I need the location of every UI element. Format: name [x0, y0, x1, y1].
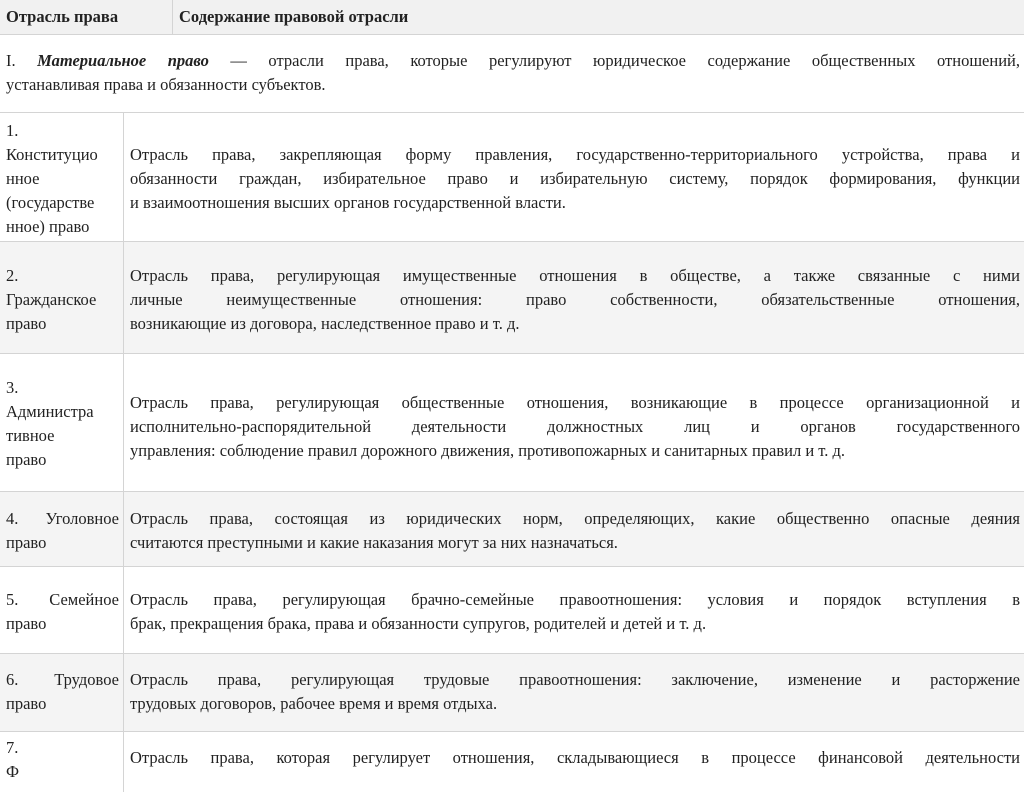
content-line: возникающие из договора, наследственное право и т. д. [130, 314, 520, 333]
branch-cell [0, 492, 124, 566]
branch-line: право [6, 614, 47, 633]
branch-line: 7. [6, 738, 19, 757]
content-line: Отрасль права, регулирующая имущественные отношения в обществе, а также связанные с ними [130, 266, 1020, 285]
branch-line: (государстве [6, 193, 95, 212]
section-term: Материальное право [37, 51, 209, 70]
branch-line: 5. Семейное [6, 590, 119, 609]
branch-cell [0, 242, 124, 353]
section-row-material-law [0, 35, 1024, 113]
content-cell [124, 242, 1024, 353]
branch-line: 1. [6, 121, 19, 140]
content-line: Отрасль права, регулирующая общественные отношения, возникающие в процессе организационной и [130, 393, 1020, 412]
content-cell [124, 354, 1024, 491]
branch-line: право [6, 314, 47, 333]
branch-line: Ф [6, 762, 20, 781]
branch-line: нное [6, 169, 40, 188]
content-line: Отрасль права, состоящая из юридических норм, определяющих, какие общественно опасные деяния [130, 509, 1020, 528]
section-text [0, 35, 1024, 112]
table-header-row [0, 0, 1024, 35]
branch-cell [0, 567, 124, 653]
branch-line: Администра [6, 402, 94, 421]
branch-line: 2. [6, 266, 19, 285]
branch-line: 3. [6, 378, 19, 397]
content-line: управления: соблюдение правил дорожного движения, противопожарных и санитарных правил и т. д. [130, 441, 846, 460]
branch-line: 4. Уголовное [6, 509, 119, 528]
header-branch: Отрасль права [0, 0, 173, 34]
table-row [0, 567, 1024, 654]
section-line-1 [6, 49, 1020, 73]
table-row [0, 354, 1024, 492]
content-line: брак, прекращения брака, права и обязанности супругов, родителей и детей и т. д. [130, 614, 707, 633]
section-prefix: I. [6, 51, 16, 70]
branch-line: 6. Трудовое [6, 670, 119, 689]
content-line: Отрасль права, регулирующая трудовые правоотношения: заключение, изменение и расторжение [130, 670, 1020, 689]
branch-line: право [6, 533, 47, 552]
content-line: личные неимущественные отношения: право собственности, обязательственные отношения, [130, 290, 1020, 309]
content-line: Отрасль права, регулирующая брачно-семейные правоотношения: условия и порядок вступления в [130, 590, 1020, 609]
branch-line: право [6, 450, 47, 469]
branch-cell [0, 732, 124, 792]
table-row [0, 654, 1024, 732]
content-line: обязанности граждан, избирательное право и избирательную систему, порядок формирования, функции [130, 169, 1020, 188]
branch-line: право [6, 694, 47, 713]
branch-cell [0, 354, 124, 491]
content-line: считаются преступными и какие наказания могут за них назначаться. [130, 533, 618, 552]
branch-line: тивное [6, 426, 55, 445]
content-line: исполнительно-распорядительной деятельности должностных лиц и органов государственного [130, 417, 1020, 436]
content-line: Отрасль права, закрепляющая форму правления, государственно-территориального устройства, права и [130, 145, 1020, 164]
content-line: и взаимоотношения высших органов государственной власти. [130, 193, 566, 212]
table-row [0, 113, 1024, 242]
content-line: трудовых договоров, рабочее время и время отдыха. [130, 694, 498, 713]
branch-line: нное) право [6, 217, 90, 236]
content-cell [124, 567, 1024, 653]
branch-line: Гражданское [6, 290, 97, 309]
table-row [0, 492, 1024, 567]
section-line1-rest: — отрасли права, которые регулируют юридическое содержание общественных отношений, [208, 51, 1020, 70]
branch-line: Конституцио [6, 145, 98, 164]
content-cell [124, 732, 1024, 792]
branch-cell [0, 654, 124, 731]
table-row [0, 242, 1024, 354]
branch-cell [0, 113, 124, 241]
table-row [0, 732, 1024, 792]
header-content: Содержание правовой отрасли [179, 7, 409, 26]
content-line: Отрасль права, которая регулирует отношения, складывающиеся в процессе финансовой деятельности [130, 748, 1020, 767]
content-cell [124, 654, 1024, 731]
content-cell [124, 492, 1024, 566]
section-line-2: устанавливая права и обязанности субъектов. [6, 75, 326, 94]
content-cell [124, 113, 1024, 241]
